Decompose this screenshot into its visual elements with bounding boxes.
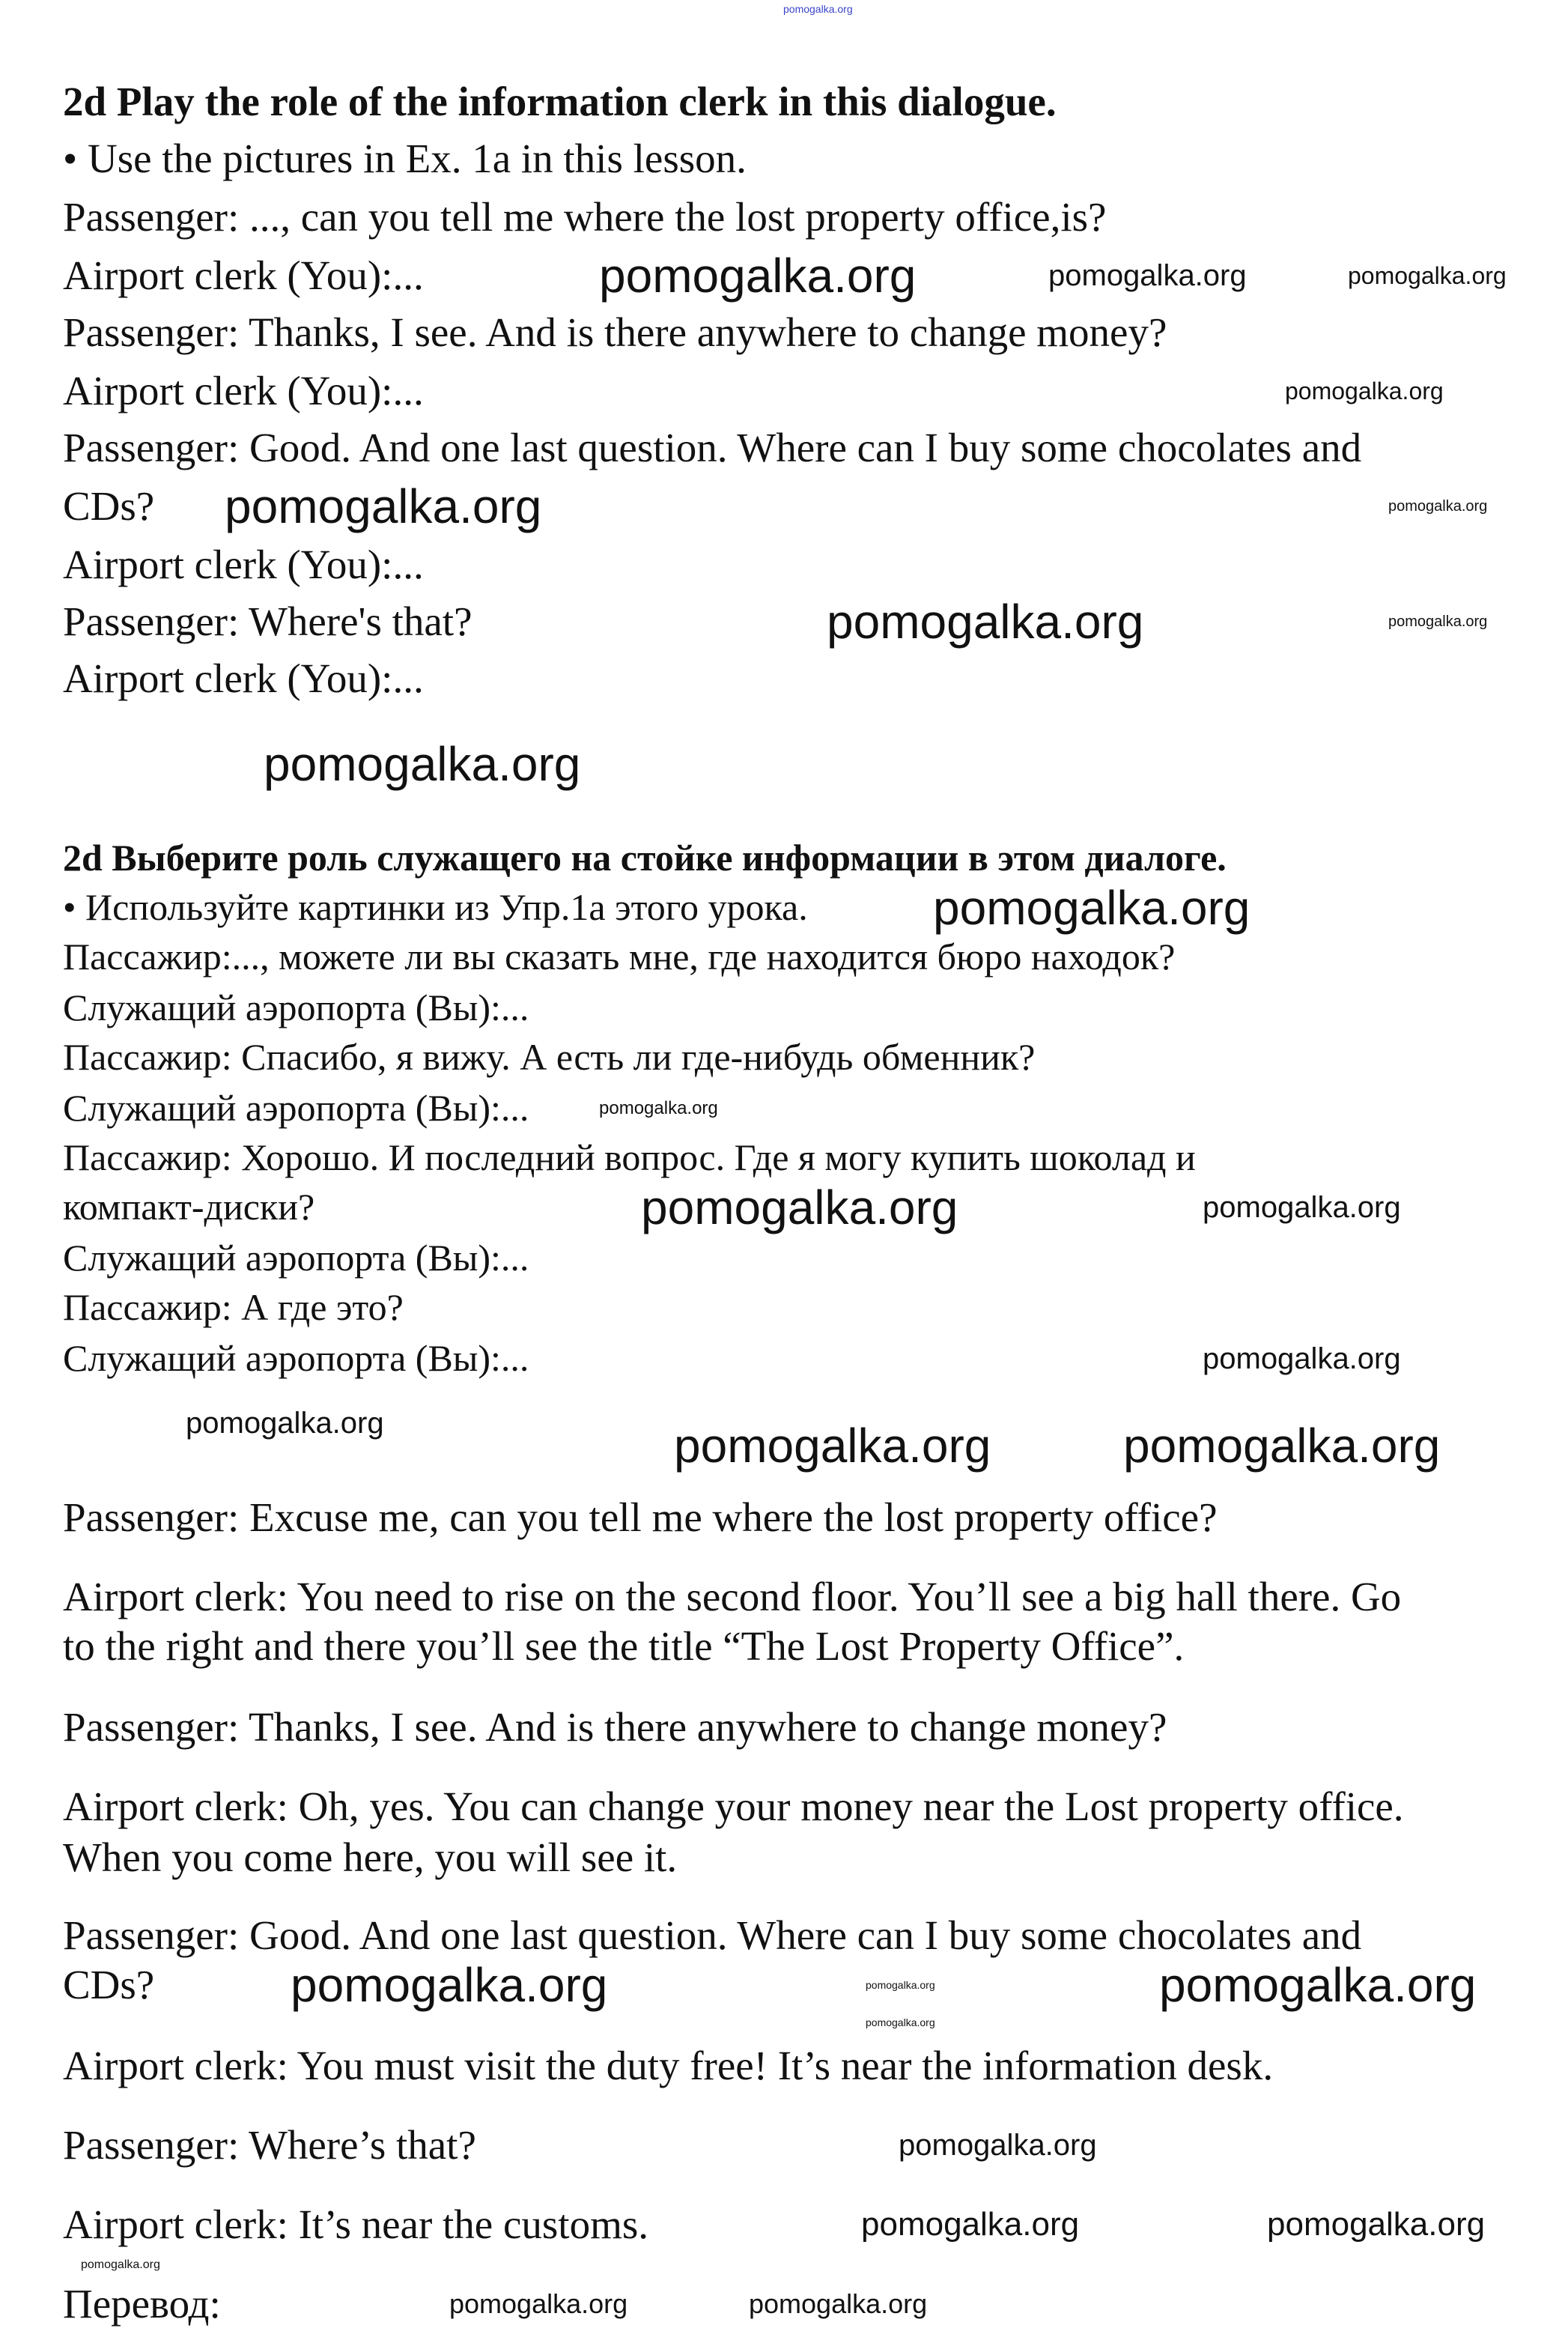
answer-line: Passenger: Where’s that? [63, 2122, 476, 2168]
watermark: pomogalka.org [186, 1407, 384, 1440]
watermark: pomogalka.org [81, 2258, 160, 2271]
exercise-title-en: 2d Play the role of the information clerk in this dialogue. [63, 79, 1057, 124]
dialogue-line-ru: Пассажир: А где это? [63, 1286, 404, 1328]
dialogue-line-en: Airport clerk (You):... [63, 655, 424, 701]
dialogue-line-en: Passenger: Thanks, I see. And is there anywhere to change money? [63, 309, 1167, 355]
watermark: pomogalka.org [1285, 378, 1444, 404]
answer-line: Airport clerk: You must visit the duty free! It’s near the information desk. [63, 2043, 1274, 2088]
dialogue-line-ru: • Используйте картинки из Упр.1а этого урока. [63, 886, 808, 928]
watermark: pomogalka.org [1048, 259, 1247, 292]
watermark: pomogalka.org [899, 2129, 1097, 2162]
dialogue-line-ru: Пассажир: Хорошо. И последний вопрос. Где я могу купить шоколад и [63, 1136, 1196, 1178]
dialogue-line-ru: Пассажир:..., можете ли вы сказать мне, где находится бюро находок? [63, 936, 1176, 978]
watermark: pomogalka.org [599, 1098, 718, 1118]
watermark: pomogalka.org [1203, 1342, 1401, 1375]
dialogue-line-ru: Служащий аэропорта (Вы):... [63, 1237, 529, 1279]
dialogue-line-ru: компакт-диски? [63, 1186, 315, 1228]
dialogue-line-ru: Пассажир: Спасибо, я вижу. А есть ли где-нибудь обменник? [63, 1036, 1036, 1078]
watermark: pomogalka.org [1348, 262, 1507, 289]
dialogue-line-en: Airport clerk (You):... [63, 252, 424, 298]
watermark: pomogalka.org [264, 737, 581, 791]
watermark: pomogalka.org [1123, 1419, 1441, 1473]
watermark: pomogalka.org [783, 3, 853, 15]
answer-line: Passenger: Excuse me, can you tell me where the lost property office? [63, 1494, 1218, 1540]
watermark: pomogalka.org [225, 479, 542, 533]
watermark: pomogalka.org [866, 1979, 935, 1991]
dialogue-line-en: • Use the pictures in Ex. 1a in this lesson. [63, 136, 747, 181]
answer-line: to the right and there you’ll see the title “The Lost Property Office”. [63, 1623, 1185, 1669]
answer-line: Passenger: Good. And one last question. Where can I buy some chocolates and [63, 1912, 1362, 1958]
watermark: pomogalka.org [449, 2288, 628, 2319]
watermark: pomogalka.org [749, 2288, 928, 2319]
answer-line: Airport clerk: Oh, yes. You can change your money near the Lost property office. [63, 1783, 1404, 1829]
dialogue-line-en: Passenger: Where's that? [63, 598, 472, 644]
watermark: pomogalka.org [1203, 1191, 1401, 1224]
dialogue-line-en: CDs? [63, 483, 155, 529]
answer-line: Airport clerk: You need to rise on the second floor. You’ll see a big hall there. Go [63, 1574, 1402, 1619]
answer-line: When you come here, you will see it. [63, 1834, 678, 1880]
watermark: pomogalka.org [827, 595, 1144, 649]
dialogue-line-en: Airport clerk (You):... [63, 368, 424, 413]
watermark: pomogalka.org [291, 1958, 608, 2012]
watermark: pomogalka.org [674, 1419, 991, 1473]
exercise-title-ru: 2d Выберите роль служащего на стойке информации в этом диалоге. [63, 837, 1227, 879]
dialogue-line-en: Airport clerk (You):... [63, 542, 424, 587]
dialogue-line-en: Passenger: ..., can you tell me where the lost property office,is? [63, 194, 1107, 240]
watermark: pomogalka.org [1388, 613, 1488, 630]
watermark: pomogalka.org [641, 1180, 958, 1234]
dialogue-line-ru: Служащий аэропорта (Вы):... [63, 986, 529, 1028]
dialogue-line-ru: Служащий аэропорта (Вы):... [63, 1337, 529, 1379]
answer-line: CDs? [63, 1962, 155, 2007]
answer-line: Passenger: Thanks, I see. And is there anywhere to change money? [63, 1704, 1167, 1750]
watermark: pomogalka.org [861, 2206, 1080, 2243]
watermark: pomogalka.org [1267, 2206, 1486, 2243]
watermark: pomogalka.org [866, 2016, 935, 2028]
dialogue-line-ru: Служащий аэропорта (Вы):... [63, 1087, 529, 1129]
watermark: pomogalka.org [1159, 1958, 1477, 2012]
dialogue-line-en: Passenger: Good. And one last question. Where can I buy some chocolates and [63, 425, 1362, 470]
answer-line: Airport clerk: It’s near the customs. [63, 2201, 649, 2247]
watermark: pomogalka.org [1388, 498, 1488, 515]
watermark: pomogalka.org [933, 881, 1251, 935]
answer-line: Перевод: [63, 2281, 221, 2327]
watermark: pomogalka.org [599, 249, 917, 303]
